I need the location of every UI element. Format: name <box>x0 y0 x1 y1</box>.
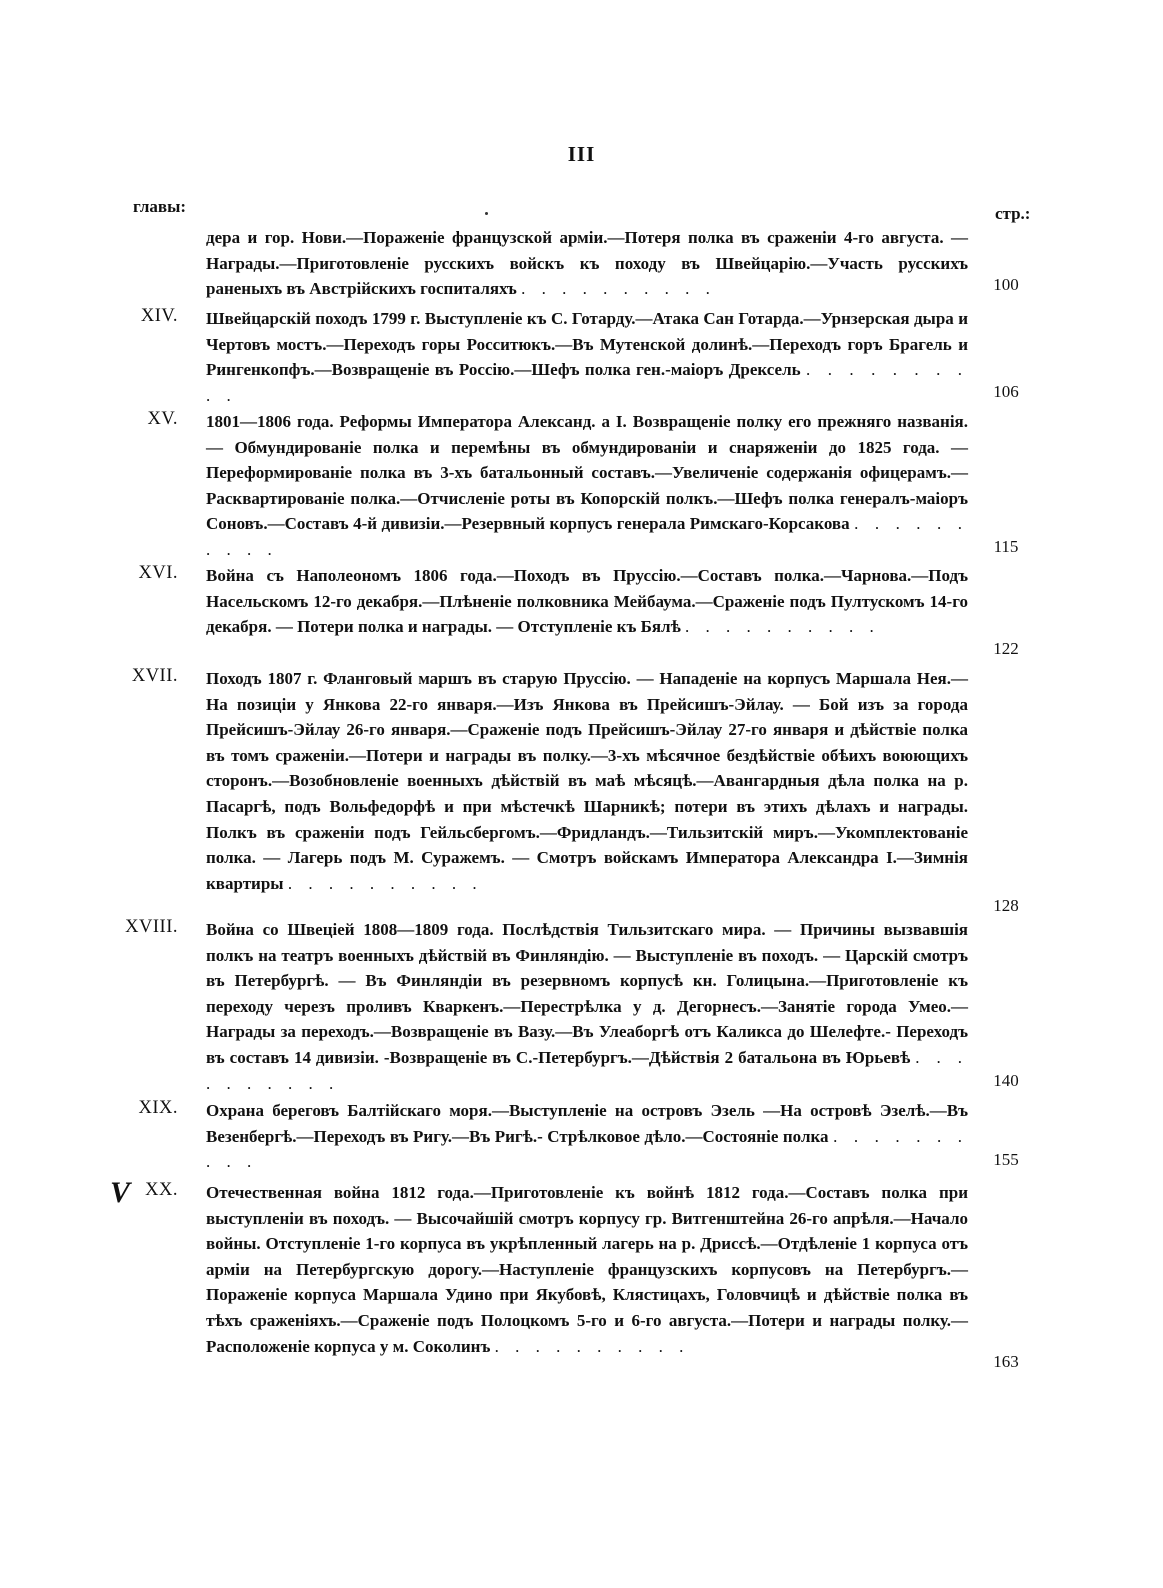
chapter-text: 1801—1806 года. Реформы Императора Александ. а I. Возвращеніе полку его прежняго названія. — Обмундированіе полка и перемѣны въ обмундированіи и снаряженіи до 1825 года. — Переформированіе полка въ 3-хъ батальонный составъ.—Увеличеніе содержанія офицерамъ.—Расквартированіе полка.—Отчисленіе роты въ Копорскій полкъ.—Шефъ полка генералъ-маіоръ Соновъ.—Составъ 4-й дивизіи.—Резервный корпусъ генерала Римскаго-Корсакова <box>206 412 968 534</box>
header-mark <box>485 212 488 215</box>
page-number: III <box>567 142 596 166</box>
chapter-text: Отечественная война 1812 года.—Приготовленіе къ войнѣ 1812 года.—Составъ полка при выступленіи въ походъ. — Высочайшій смотръ корпусу гр. Витгенштейна 26-го апрѣля.—Начало войны. Отступленіе 1-го корпуса въ укрѣпленный лагерь на р. Дриссѣ.—Отдѣленіе 1 корпуса отъ арміи на Петербургскую дорогу.—Наступленіе французскихъ корпусовъ на Петербургъ.—Пораженіе корпуса Маршала Удино при Якубовѣ, Клястицахъ, Головчицѣ и дѣйствіе полка въ тѣхъ сраженіяхъ.—Сраженіе подъ Полоцкомъ 5-го и 6-го августа.—Потери и награды полку.—Расположеніе корпуса у м. Соколинъ <box>206 1183 968 1356</box>
chapter-number: XIX. <box>138 1098 178 1118</box>
chapter-number: XIV. <box>140 306 178 326</box>
header-chapters-label: главы: <box>133 197 187 216</box>
chapter-page: 100 <box>993 275 1019 294</box>
dot-leader: . . . . . . . . . . <box>685 617 880 637</box>
dot-leader: . . . . . . . . . . <box>206 1047 969 1093</box>
chapter-number: XVIII. <box>125 917 178 937</box>
dot-leader: . . . . . . . . . . <box>494 1336 690 1356</box>
handwritten-check-mark: V <box>110 1176 131 1209</box>
chapter-text: Швейцарскій походъ 1799 г. Выступленіе къ С. Готарду.—Атака Сан Готарда.—Урнзерская дыра и Чертовъ мостъ.—Переходъ горы Росситюкъ.—Въ Мутенской долинѣ.—Переходъ горъ Брагель и Рингенкопфъ.—Возвращеніе въ Россію.—Шефъ полка ген.-маіоръ Дрексель <box>206 309 968 380</box>
header-page-label: стр.: <box>995 204 1031 223</box>
dot-leader: . . . . . . . . . . <box>521 279 716 299</box>
chapter-text: Походъ 1807 г. Фланговый маршъ въ старую Пруссію. — Нападеніе на корпусъ Маршала Нея.—На позиціи у Янкова 22-го января.—Изъ Янкова въ Прейсишъ-Эйлау. — Бой изъ за города Прейсишъ-Эйлау 26-го января.—Сраженіе подъ Прейсишъ-Эйлау 27-го января и дѣйствіе полка въ томъ сраженіи.—Потери и награды въ полку.—3-хъ мѣсячное бездѣйствіе обѣихъ воюющихъ сторонъ.—Возобновленіе военныхъ дѣйствій въ маѣ мѣсяцѣ.—Авангардныя дѣла полка на р. Пасаргѣ, подъ Вольфедорфѣ и при мѣстечкѣ Шарникѣ; потери въ этихъ дѣлахъ и награды. Полкъ въ сраженіи подъ Гейльсбергомъ.—Фридландъ.—Тильзитскій миръ.—Укомплектованіе полка. — Лагерь подъ М. Суражемъ. — Смотръ войскамъ Императора Александра I.—Зимнія квартиры <box>206 669 968 893</box>
dot-leader: . . . . . . . . . . <box>206 514 969 559</box>
chapter-page: 155 <box>993 1150 1019 1169</box>
chapter-text: дера и гор. Нови.—Пораженіе французской арміи.—Потеря полка въ сраженіи 4-го августа. — Награды.—Приготовленіе русскихъ войскъ къ походу въ Швейцарію.—Участь русскихъ раненыхъ въ Австрійскихъ госпиталяхъ <box>206 228 968 299</box>
chapter-page: 163 <box>993 1352 1019 1371</box>
chapter-number: XVI. <box>138 563 178 583</box>
chapter-text: Война со Швеціей 1808—1809 года. Послѣдствія Тильзитскаго мира. — Причины вызвавшія полкъ на театръ военныхъ дѣйствій въ Финляндію. — Выступленіе въ походъ. — Царскій смотръ въ Петербургѣ. — Въ Финляндіи въ резервномъ корпусѣ кн. Голицына.—Приготовленіе къ переходу черезъ проливъ Кваркенъ.—Перестрѣлка у д. Дегорнесъ.—Занятіе города Умео.—Награды за переходъ.—Возвращеніе въ Вазу.—Въ Улеаборгѣ отъ Каликса до Шелефте.- Переходъ въ составъ 14 дивизіи. -Возвращеніе въ С.-Петербургъ.—Дѣйствія 2 батальона въ Юрьевѣ <box>206 920 968 1067</box>
chapter-text: Охрана береговъ Балтійскаго моря.—Выступленіе на островъ Эзель —На островѣ Эзелѣ.—Въ Везенбергѣ.—Переходъ въ Ригу.—Въ Ригѣ.- Стрѣлковое дѣло.—Состояніе полка <box>206 1101 968 1146</box>
chapter-page: 122 <box>993 639 1019 658</box>
dot-leader: . . . . . . . . . . <box>206 360 969 405</box>
chapter-page: 128 <box>993 896 1019 915</box>
chapter-number: XVII. <box>131 666 178 686</box>
dot-leader: . . . . . . . . . . <box>206 1126 969 1172</box>
chapter-number: XX. <box>145 1180 178 1200</box>
chapter-page: 115 <box>993 537 1019 556</box>
chapter-page: 140 <box>993 1071 1019 1090</box>
chapter-page: 106 <box>993 382 1019 401</box>
chapter-number: XV. <box>147 409 178 429</box>
dot-leader: . . . . . . . . . . <box>287 873 483 893</box>
chapter-text: Война съ Наполеономъ 1806 года.—Походъ въ Пруссію.—Составъ полка.—Чарнова.—Подъ Насельскомъ 12-го декабря.—Плѣненіе полковника Мейбаума.—Сраженіе подъ Пултускомъ 14-го декабря. — Потери полка и награды. — Отступленіе къ Бялѣ <box>206 566 968 637</box>
